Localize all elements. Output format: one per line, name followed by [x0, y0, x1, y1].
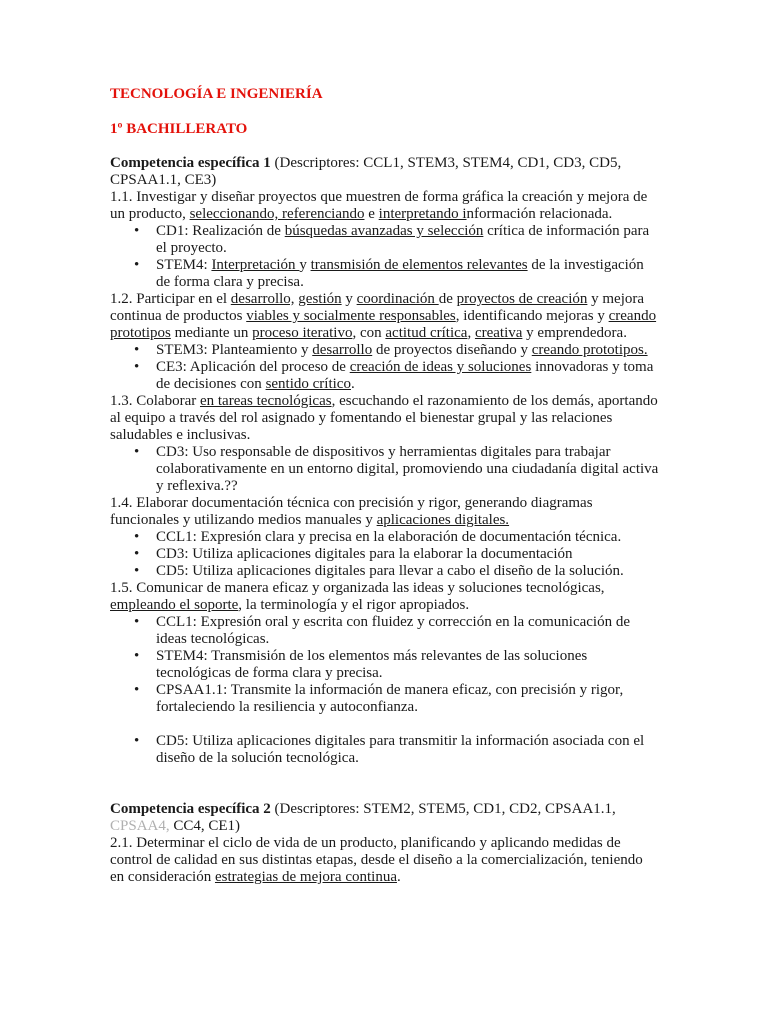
underlined-text: coordinación [356, 291, 439, 307]
underlined-text: viables y socialmente responsables [246, 308, 456, 324]
text-span: . [350, 376, 355, 392]
text-span: de proyectos diseñando y [372, 342, 532, 358]
text-span: , la terminología y el rigor apropiados. [238, 597, 470, 613]
text-span: nformación relacionada. [466, 206, 613, 222]
text-span: y mejora continua de productos [110, 291, 645, 324]
text-span: mediante un [170, 325, 253, 341]
list-item: • STEM4: Transmisión de los elementos más relevantes de las soluciones tecnológicas de forma clara y precisa. [156, 648, 660, 682]
criterion-1-5-descriptors [110, 614, 660, 716]
competence-1-title: Competencia específica 1 [110, 155, 271, 171]
underlined-text: Interpretación [211, 257, 300, 273]
list-item [156, 223, 660, 257]
spacer [110, 103, 660, 121]
text-span: 1.4. Elaborar documentación técnica con precisión y rigor, generando diagramas funcionales y utilizando medios manuales y [110, 495, 593, 528]
competence-2-title: Competencia específica 2 [110, 801, 271, 817]
text-span: y emprendedora. [522, 325, 627, 341]
competence-2-descriptor-grey: CPSAA4, [110, 818, 170, 834]
text-span: de [438, 291, 457, 307]
list-item: • CD5: Utiliza aplicaciones digitales para transmitir la información asociada con el diseño de la solución tecnológica. [156, 733, 660, 767]
underlined-text: búsquedas avanzadas y selección [284, 223, 484, 239]
course-level: 1º BACHILLERATO [110, 121, 248, 137]
text-span: CE3: Aplicación del proceso de [156, 359, 350, 375]
criterion-1-2-descriptors [110, 342, 660, 393]
spacer [110, 784, 660, 801]
text-span: innovadoras y toma de decisiones con [156, 359, 654, 392]
competence-1-header [110, 155, 660, 189]
criterion-1-5-descriptors-extra [110, 733, 660, 767]
competence-2-descriptors-end: CC4, CE1) [169, 818, 241, 834]
underlined-text: creando prototipos [110, 308, 657, 341]
underlined-text: creativa [474, 325, 523, 341]
document-title: TECNOLOGÍA E INGENIERÍA [110, 86, 323, 102]
underlined-text: en tareas tecnológicas [199, 393, 332, 409]
list-item [156, 342, 660, 359]
list-item: • CD5: Utiliza aplicaciones digitales para llevar a cabo el diseño de la solución. [156, 563, 660, 580]
text-span: 2.1. Determinar el ciclo de vida de un producto, planificando y aplicando medidas de control de calidad en sus distintas etapas, desde el diseño a la comercialización, teniendo en consideración [110, 835, 643, 885]
competence-1-descriptors: (Descriptores: CCL1, STEM3, STEM4, CD1, CD3, CD5, CPSAA1.1, CE3) [110, 155, 622, 188]
text-span: 1.1. Investigar y diseñar proyectos que muestren de forma gráfica la creación y mejora de un producto, [110, 189, 648, 222]
text-span: . [396, 869, 401, 885]
document-page [110, 86, 660, 886]
competence-2-header [110, 801, 660, 835]
underlined-text: proceso iterativo [252, 325, 353, 341]
text-span: e [364, 206, 379, 222]
text-span: y [299, 257, 311, 273]
underlined-text: creación de ideas y soluciones [349, 359, 532, 375]
underlined-text: desarrollo, [230, 291, 295, 307]
underlined-text: proyectos de creación [456, 291, 588, 307]
list-item: • CD3: Utiliza aplicaciones digitales para la elaborar la documentación [156, 546, 660, 563]
list-item [156, 257, 660, 291]
list-item: • CD3: Uso responsable de dispositivos y herramientas digitales para trabajar colaborativamente en un entorno digital, promoviendo una ciudadanía digital activa y reflexiva.?? [156, 444, 660, 495]
text-span: crítica de información para el proyecto. [156, 223, 650, 256]
competence-2-descriptors: (Descriptores: STEM2, STEM5, CD1, CD2, CPSAA1.1, [270, 801, 616, 817]
underlined-text: estrategias de mejora continua [214, 869, 397, 885]
text-span: 1.3. Colaborar [110, 393, 200, 409]
text-span: , [467, 325, 475, 341]
text-span: STEM4: [156, 257, 212, 273]
text-span: CD1: Realización de [156, 223, 285, 239]
underlined-text: actitud crítica [385, 325, 468, 341]
criterion-1-4 [110, 495, 660, 529]
underlined-text: empleando el soporte [110, 597, 239, 613]
underlined-text: gestión [298, 291, 342, 307]
text-span: 1.2. Participar en el [110, 291, 231, 307]
text-span: y [341, 291, 357, 307]
underlined-text: seleccionando, referenciando [189, 206, 365, 222]
text-span: , con [352, 325, 386, 341]
criterion-1-4-descriptors [110, 529, 660, 580]
criterion-1-3-descriptors [110, 444, 660, 495]
underlined-text: transmisión de elementos relevantes [310, 257, 528, 273]
text-span: STEM3: Planteamiento y [156, 342, 313, 358]
list-item: • CCL1: Expresión clara y precisa en la elaboración de documentación técnica. [156, 529, 660, 546]
spacer [110, 138, 660, 155]
text-span: , identificando mejoras y [455, 308, 609, 324]
criterion-1-5 [110, 580, 660, 614]
spacer [110, 716, 660, 733]
criterion-2-1 [110, 835, 660, 886]
spacer [110, 767, 660, 784]
underlined-text: sentido crítico [265, 376, 351, 392]
criterion-1-3 [110, 393, 660, 444]
underlined-text: interpretando i [378, 206, 467, 222]
text-span: 1.5. Comunicar de manera eficaz y organizada las ideas y soluciones tecnológicas, [110, 580, 605, 596]
underlined-text: creando prototipos. [531, 342, 648, 358]
criterion-1-1 [110, 189, 660, 223]
underlined-text: desarrollo [312, 342, 373, 358]
list-item: • CCL1: Expresión oral y escrita con fluidez y corrección en la comunicación de ideas tecnológicas. [156, 614, 660, 648]
list-item [156, 359, 660, 393]
underlined-text: aplicaciones digitales. [376, 512, 510, 528]
text-span: , escuchando el razonamiento de los demás, aportando al equipo a través del rol asignado y fomentando el bienestar grupal y las relaciones saludables e inclusivas. [110, 393, 658, 443]
criterion-1-2 [110, 291, 660, 342]
text-span: de la investigación de forma clara y precisa. [156, 257, 644, 290]
criterion-1-1-descriptors [110, 223, 660, 291]
list-item: • CPSAA1.1: Transmite la información de manera eficaz, con precisión y rigor, fortaleciendo la resiliencia y autoconfianza. [156, 682, 660, 716]
